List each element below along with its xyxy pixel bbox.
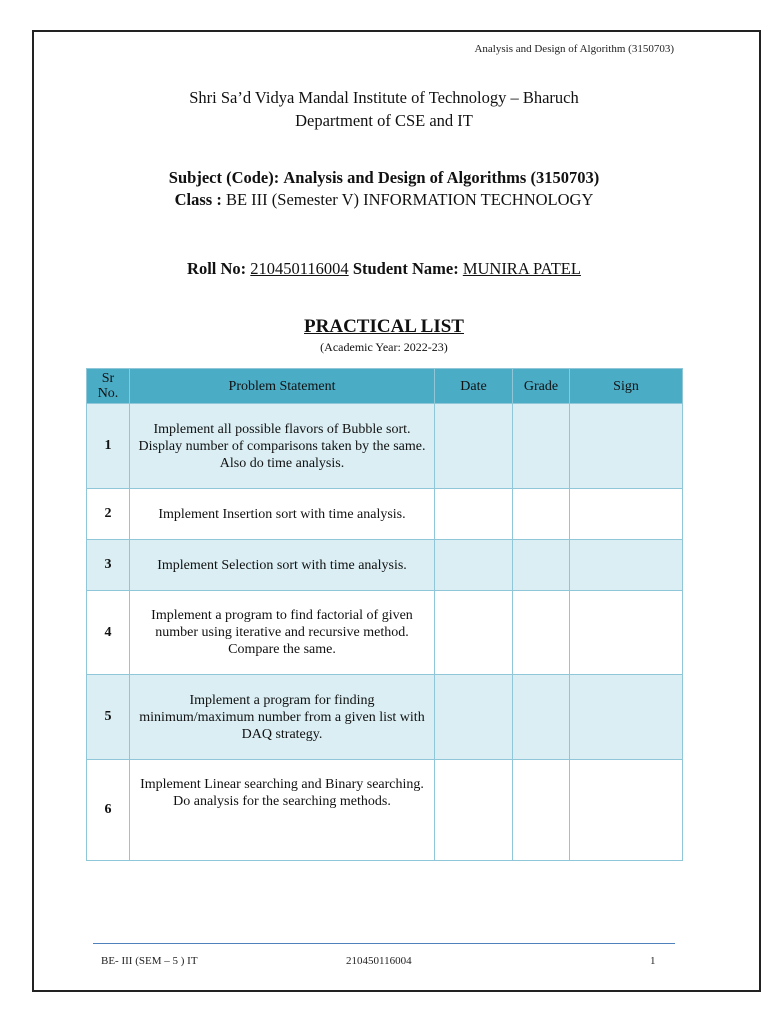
grade-cell[interactable] bbox=[513, 760, 570, 861]
col-header-date: Date bbox=[435, 369, 513, 404]
statement-cell: Implement a program for finding minimum/maximum number from a given list with DAQ strategy. bbox=[130, 675, 435, 760]
sign-cell[interactable] bbox=[570, 760, 683, 861]
table-row bbox=[87, 404, 683, 489]
table-header-row bbox=[87, 369, 683, 404]
table-row bbox=[87, 760, 683, 861]
sr-cell: 6 bbox=[87, 760, 130, 861]
class-value: BE III (Semester V) INFORMATION TECHNOLOGY bbox=[225, 190, 594, 209]
date-cell[interactable] bbox=[435, 675, 513, 760]
date-cell[interactable] bbox=[435, 591, 513, 675]
table-row bbox=[87, 540, 683, 591]
table-row bbox=[87, 675, 683, 760]
grade-cell[interactable] bbox=[513, 675, 570, 760]
grade-cell[interactable] bbox=[513, 540, 570, 591]
sr-cell: 4 bbox=[87, 591, 130, 675]
date-cell[interactable] bbox=[435, 404, 513, 489]
col-header-sr: Sr No. bbox=[87, 369, 130, 404]
page-number: 1 bbox=[650, 955, 656, 967]
grade-cell[interactable] bbox=[513, 591, 570, 675]
col-header-grade: Grade bbox=[513, 369, 570, 404]
practical-table bbox=[86, 368, 683, 861]
sign-cell[interactable] bbox=[570, 404, 683, 489]
footer-class: BE- III (SEM – 5 ) IT bbox=[101, 955, 198, 967]
date-cell[interactable] bbox=[435, 760, 513, 861]
col-header-sign: Sign bbox=[570, 369, 683, 404]
class-line bbox=[0, 190, 768, 210]
running-header: Analysis and Design of Algorithm (3150703) bbox=[474, 43, 674, 55]
sr-cell: 3 bbox=[87, 540, 130, 591]
statement-cell: Implement Selection sort with time analysis. bbox=[130, 540, 435, 591]
grade-cell[interactable] bbox=[513, 404, 570, 489]
student-name-label: Student Name: bbox=[352, 259, 459, 278]
table-row bbox=[87, 489, 683, 540]
footer-rule bbox=[93, 943, 675, 944]
sr-cell: 5 bbox=[87, 675, 130, 760]
student-line bbox=[0, 259, 768, 279]
statement-cell: Implement Linear searching and Binary searching. Do analysis for the searching methods. bbox=[130, 760, 435, 861]
sr-cell: 2 bbox=[87, 489, 130, 540]
department-name: Department of CSE and IT bbox=[295, 111, 473, 130]
grade-cell[interactable] bbox=[513, 489, 570, 540]
date-cell[interactable] bbox=[435, 489, 513, 540]
sign-cell[interactable] bbox=[570, 675, 683, 760]
sr-cell: 1 bbox=[87, 404, 130, 489]
academic-year: (Academic Year: 2022-23) bbox=[320, 340, 448, 354]
sign-cell[interactable] bbox=[570, 540, 683, 591]
footer-roll-number: 210450116004 bbox=[346, 955, 412, 967]
col-header-statement: Problem Statement bbox=[130, 369, 435, 404]
statement-cell: Implement a program to find factorial of given number using iterative and recursive method. Compare the same. bbox=[130, 591, 435, 675]
roll-label: Roll No: bbox=[187, 259, 247, 278]
statement-cell: Implement all possible flavors of Bubble sort. Display number of comparisons taken by the same. Also do time analysis. bbox=[130, 404, 435, 489]
sign-cell[interactable] bbox=[570, 489, 683, 540]
roll-number: 210450116004 bbox=[250, 259, 349, 278]
subject-label: Subject (Code): bbox=[168, 168, 280, 187]
subject-line bbox=[0, 168, 768, 188]
page-title: PRACTICAL LIST bbox=[304, 316, 464, 337]
sign-cell[interactable] bbox=[570, 591, 683, 675]
subject-value: Analysis and Design of Algorithms (3150703) bbox=[283, 168, 600, 187]
date-cell[interactable] bbox=[435, 540, 513, 591]
student-name: MUNIRA PATEL bbox=[462, 259, 581, 278]
class-label: Class : bbox=[174, 190, 222, 209]
table-row bbox=[87, 591, 683, 675]
statement-cell: Implement Insertion sort with time analysis. bbox=[130, 489, 435, 540]
institute-name: Shri Sa’d Vidya Mandal Institute of Technology – Bharuch bbox=[189, 88, 579, 107]
